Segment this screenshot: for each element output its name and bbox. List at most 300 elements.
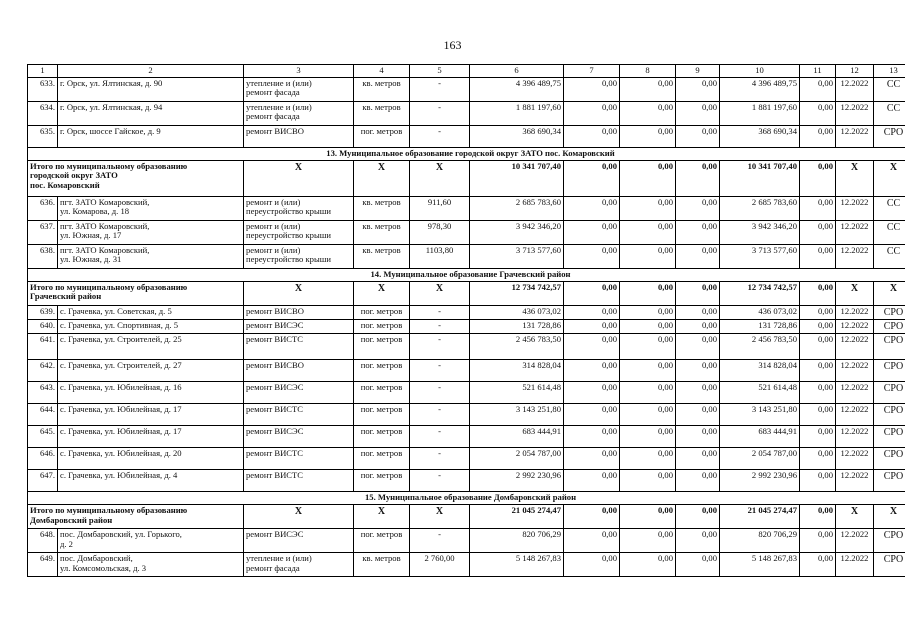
table-row [28,101,905,125]
volume: - [410,404,470,426]
work-type-line: ремонт ВИСЭС [246,382,304,392]
work-type-line: ремонт ВИСЭС [246,426,304,436]
total-cost: 12 734 742,57 [470,281,564,305]
fund-method: СРО [874,404,905,426]
volume: 978,30 [410,220,470,244]
owner-funds: 368 690,34 [720,125,800,147]
subtotal-label-line: Грачевский район [30,291,102,302]
volume: - [410,77,470,101]
unit: пог. метров [354,334,410,360]
funds-cell: 0,00 [564,382,620,404]
completion-date: 12.2022 [836,529,874,553]
address-line: с. Грачевка, ул. Юбилейная, д. 20 [60,448,182,458]
unit: пог. метров [354,319,410,333]
unit: пог. метров [354,404,410,426]
completion-date: 12.2022 [836,360,874,382]
completion-date: 12.2022 [836,220,874,244]
funds-cell: 0,00 [800,160,836,196]
funds-cell: 0,00 [564,334,620,360]
funds-cell: 0,00 [676,77,720,101]
placeholder-x: Х [244,281,354,305]
row-number: 643. [28,382,58,404]
row-number: 635. [28,125,58,147]
column-header: 12 [836,65,874,78]
funds-cell: 0,00 [676,404,720,426]
row-number: 648. [28,529,58,553]
subtotal-label-line: Домбаровский район [30,514,113,525]
work-type-line: ремонт фасада [246,111,300,122]
completion-date: 12.2022 [836,426,874,448]
total-cost: 3 143 251,80 [470,404,564,426]
placeholder-x: Х [874,505,905,529]
unit: пог. метров [354,305,410,319]
column-header: 11 [800,65,836,78]
volume: - [410,470,470,492]
fund-method: СРО [874,319,905,333]
subtotal-label [28,505,244,529]
row-number: 641. [28,334,58,360]
table-row [28,382,905,404]
column-header: 6 [470,65,564,78]
address [58,319,244,333]
funds-cell: 0,00 [800,101,836,125]
funds-cell: 0,00 [564,305,620,319]
address [58,125,244,147]
funds-cell: 0,00 [676,448,720,470]
funds-cell: 0,00 [676,426,720,448]
volume: - [410,319,470,333]
column-header: 5 [410,65,470,78]
owner-funds: 2 685 783,60 [720,196,800,220]
page-number: 163 [443,38,462,52]
funds-cell: 0,00 [800,77,836,101]
funds-cell: 0,00 [620,220,676,244]
completion-date: 12.2022 [836,470,874,492]
placeholder-x: Х [874,281,905,305]
table-row [28,77,905,101]
work-type-line: ремонт ВИСТС [246,448,304,458]
work-type-line: ремонт ВИСВО [246,360,304,370]
funds-cell: 0,00 [564,470,620,492]
owner-funds: 4 396 489,75 [720,77,800,101]
row-number: 642. [28,360,58,382]
funds-cell: 0,00 [620,281,676,305]
funds-cell: 0,00 [800,125,836,147]
unit: пог. метров [354,382,410,404]
funds-cell: 0,00 [800,244,836,268]
funds-cell: 0,00 [620,101,676,125]
address-line: с. Грачевка, ул. Строителей, д. 27 [60,360,182,370]
placeholder-x: Х [836,281,874,305]
address [58,305,244,319]
work-type [244,529,354,553]
total-cost: 5 148 267,83 [470,553,564,577]
unit: кв. метров [354,196,410,220]
address-line: д. 2 [60,538,73,549]
address-line: пгт. ЗАТО Комаровский, [60,220,150,231]
address-line: с. Грачевка, ул. Строителей, д. 25 [60,334,182,344]
subtotal-label-line: Итого по муниципальному образованию [30,160,188,171]
fund-method: СРО [874,125,905,147]
work-type-line: переустройство крыши [246,206,331,217]
funds-cell: 0,00 [620,382,676,404]
work-type-line: ремонт ВИСТС [246,334,304,344]
owner-funds: 683 444,91 [720,426,800,448]
address [58,334,244,360]
table-row [28,244,905,268]
table-row [28,319,905,333]
funds-cell: 0,00 [800,553,836,577]
table-row [28,220,905,244]
address [58,77,244,101]
subtotal-label-line: городской округ ЗАТО [30,170,118,181]
fund-method: СРО [874,553,905,577]
owner-funds: 2 456 783,50 [720,334,800,360]
owner-funds: 314 828,04 [720,360,800,382]
address [58,220,244,244]
unit: пог. метров [354,360,410,382]
volume: - [410,125,470,147]
funds-cell: 0,00 [620,305,676,319]
work-type [244,244,354,268]
column-header: 4 [354,65,410,78]
fund-method: СС [874,77,905,101]
volume: - [410,426,470,448]
funds-cell: 0,00 [564,244,620,268]
funds-cell: 0,00 [620,448,676,470]
total-cost: 820 706,29 [470,529,564,553]
row-number: 634. [28,101,58,125]
total-cost: 2 685 783,60 [470,196,564,220]
funds-cell: 0,00 [676,382,720,404]
funds-cell: 0,00 [564,125,620,147]
work-type-line: ремонт ВИСЭС [246,529,304,539]
subtotal-label [28,160,244,196]
funds-cell: 0,00 [620,125,676,147]
volume: - [410,101,470,125]
funds-cell: 0,00 [620,553,676,577]
funds-cell: 0,00 [620,196,676,220]
volume: - [410,360,470,382]
unit: пог. метров [354,426,410,448]
work-type [244,77,354,101]
volume: - [410,448,470,470]
address-line: с. Грачевка, ул. Спортивная, д. 5 [60,319,179,330]
total-cost: 2 054 787,00 [470,448,564,470]
total-cost: 1 881 197,60 [470,101,564,125]
funds-cell: 0,00 [676,360,720,382]
funds-cell: 0,00 [564,529,620,553]
fund-method: СС [874,244,905,268]
fund-method: СРО [874,426,905,448]
fund-method: СРО [874,360,905,382]
address-line: г. Орск, шоссе Гайское, д. 9 [60,125,161,136]
subtotal-label-line: Итого по муниципальному образованию [30,505,188,515]
work-type-line: ремонт ВИСВО [246,305,304,316]
funds-cell: 0,00 [676,529,720,553]
funds-cell: 0,00 [676,281,720,305]
funds-cell: 0,00 [620,426,676,448]
address [58,101,244,125]
row-number: 640. [28,319,58,333]
volume: - [410,334,470,360]
owner-funds: 10 341 707,40 [720,160,800,196]
funds-cell: 0,00 [564,220,620,244]
funds-cell: 0,00 [564,101,620,125]
volume: - [410,529,470,553]
address-line: пгт. ЗАТО Комаровский, [60,196,150,207]
unit: кв. метров [354,553,410,577]
row-number: 633. [28,77,58,101]
funds-cell: 0,00 [676,160,720,196]
column-header: 1 [28,65,58,78]
work-type-line: ремонт и (или) [246,220,301,231]
funds-cell: 0,00 [564,426,620,448]
placeholder-x: Х [410,281,470,305]
funds-cell: 0,00 [676,334,720,360]
completion-date: 12.2022 [836,125,874,147]
funds-cell: 0,00 [564,160,620,196]
owner-funds: 1 881 197,60 [720,101,800,125]
funds-cell: 0,00 [800,382,836,404]
placeholder-x: Х [354,281,410,305]
funds-cell: 0,00 [676,220,720,244]
section-header-row [28,492,905,505]
table-row [28,448,905,470]
column-header: 9 [676,65,720,78]
funds-cell: 0,00 [564,77,620,101]
funds-cell: 0,00 [676,470,720,492]
total-cost: 368 690,34 [470,125,564,147]
address-line: с. Грачевка, ул. Юбилейная, д. 16 [60,382,182,392]
fund-method: СС [874,196,905,220]
work-type-line: утепление и (или) [246,77,312,88]
work-type [244,470,354,492]
funds-cell: 0,00 [620,244,676,268]
volume: 2 760,00 [410,553,470,577]
fund-method: СРО [874,305,905,319]
funds-cell: 0,00 [620,77,676,101]
subtotal-row [28,505,905,529]
address-line: ул. Южная, д. 31 [60,254,122,265]
total-cost: 21 045 274,47 [470,505,564,529]
volume: 1103,80 [410,244,470,268]
completion-date: 12.2022 [836,334,874,360]
section-title: 15. Муниципальное образование Домбаровский район [28,492,905,505]
row-number: 639. [28,305,58,319]
completion-date: 12.2022 [836,382,874,404]
owner-funds: 21 045 274,47 [720,505,800,529]
address [58,426,244,448]
placeholder-x: Х [244,505,354,529]
subtotal-row [28,281,905,305]
completion-date: 12.2022 [836,244,874,268]
funds-cell: 0,00 [620,160,676,196]
funds-cell: 0,00 [800,319,836,333]
work-type-line: ремонт и (или) [246,196,301,207]
unit: кв. метров [354,77,410,101]
work-type-line: ремонт ВИСЭС [246,319,304,330]
owner-funds: 521 614,48 [720,382,800,404]
funds-cell: 0,00 [676,125,720,147]
funds-cell: 0,00 [564,505,620,529]
table-row [28,196,905,220]
funds-cell: 0,00 [564,196,620,220]
owner-funds: 2 054 787,00 [720,448,800,470]
address [58,382,244,404]
funds-cell: 0,00 [800,360,836,382]
work-type-line: утепление и (или) [246,101,312,112]
funds-cell: 0,00 [800,404,836,426]
fund-method: СРО [874,529,905,553]
section-header-row [28,147,905,160]
placeholder-x: Х [410,160,470,196]
total-cost: 4 396 489,75 [470,77,564,101]
table-row [28,125,905,147]
funds-cell: 0,00 [676,196,720,220]
total-cost: 2 992 230,96 [470,470,564,492]
funds-cell: 0,00 [800,470,836,492]
funds-cell: 0,00 [676,101,720,125]
row-number: 647. [28,470,58,492]
address-line: с. Грачевка, ул. Юбилейная, д. 17 [60,404,182,414]
work-type-line: переустройство крыши [246,230,331,241]
total-cost: 10 341 707,40 [470,160,564,196]
row-number: 638. [28,244,58,268]
subtotal-label-line: Итого по муниципальному образованию [30,281,188,292]
completion-date: 12.2022 [836,196,874,220]
work-type-line: ремонт ВИСВО [246,125,304,136]
row-number: 644. [28,404,58,426]
address [58,529,244,553]
address [58,404,244,426]
placeholder-x: Х [354,505,410,529]
funds-cell: 0,00 [564,404,620,426]
completion-date: 12.2022 [836,305,874,319]
owner-funds: 436 073,02 [720,305,800,319]
unit: пог. метров [354,125,410,147]
table-row [28,529,905,553]
fund-method: СРО [874,382,905,404]
column-header: 13 [874,65,905,78]
owner-funds: 131 728,86 [720,319,800,333]
table-row [28,470,905,492]
placeholder-x: Х [410,505,470,529]
work-type [244,196,354,220]
volume: - [410,305,470,319]
column-header: 7 [564,65,620,78]
row-number: 649. [28,553,58,577]
table-row [28,305,905,319]
funds-cell: 0,00 [800,505,836,529]
address-line: ул. Комарова, д. 18 [60,206,130,217]
funds-cell: 0,00 [800,529,836,553]
work-type [244,101,354,125]
address-line: г. Орск, ул. Ялтинская, д. 94 [60,101,163,112]
funds-cell: 0,00 [620,360,676,382]
address-line: пгт. ЗАТО Комаровский, [60,244,150,255]
address [58,553,244,577]
funds-cell: 0,00 [620,334,676,360]
address [58,244,244,268]
unit: пог. метров [354,529,410,553]
table-row [28,426,905,448]
work-type-line: ремонт ВИСТС [246,470,304,480]
work-type-line: ремонт фасада [246,87,300,98]
address [58,448,244,470]
work-type [244,125,354,147]
section-title: 13. Муниципальное образование городской округ ЗАТО пос. Комаровский [28,147,905,160]
address [58,360,244,382]
work-type [244,426,354,448]
owner-funds: 2 992 230,96 [720,470,800,492]
total-cost: 314 828,04 [470,360,564,382]
fund-method: СРО [874,448,905,470]
placeholder-x: Х [354,160,410,196]
total-cost: 3 942 346,20 [470,220,564,244]
total-cost: 3 713 577,60 [470,244,564,268]
owner-funds: 3 713 577,60 [720,244,800,268]
section-title: 14. Муниципальное образование Грачевский район [28,268,905,281]
work-type [244,382,354,404]
funds-cell: 0,00 [564,319,620,333]
placeholder-x: Х [874,160,905,196]
work-type [244,305,354,319]
address-line: с. Грачевка, ул. Советская, д. 5 [60,305,172,316]
placeholder-x: Х [836,505,874,529]
unit: пог. метров [354,448,410,470]
section-header-row [28,268,905,281]
completion-date: 12.2022 [836,404,874,426]
funds-cell: 0,00 [564,448,620,470]
total-cost: 436 073,02 [470,305,564,319]
subtotal-label [28,281,244,305]
address-line: пос. Домбаровский, [60,553,133,563]
address [58,470,244,492]
funds-cell: 0,00 [620,470,676,492]
work-type [244,404,354,426]
owner-funds: 12 734 742,57 [720,281,800,305]
volume: 911,60 [410,196,470,220]
work-type [244,334,354,360]
work-type-line: ремонт и (или) [246,244,301,255]
funds-cell: 0,00 [564,360,620,382]
work-type [244,553,354,577]
completion-date: 12.2022 [836,319,874,333]
column-header: 10 [720,65,800,78]
completion-date: 12.2022 [836,448,874,470]
work-type [244,360,354,382]
unit: пог. метров [354,470,410,492]
address-line: с. Грачевка, ул. Юбилейная, д. 17 [60,426,182,436]
address-line: пос. Домбаровский, ул. Горького, [60,529,182,539]
owner-funds: 3 143 251,80 [720,404,800,426]
funds-cell: 0,00 [800,305,836,319]
funds-cell: 0,00 [676,553,720,577]
work-type-line: утепление и (или) [246,553,312,563]
total-cost: 683 444,91 [470,426,564,448]
fund-method: СРО [874,334,905,360]
funds-cell: 0,00 [676,319,720,333]
unit: кв. метров [354,244,410,268]
column-header: 2 [58,65,244,78]
funds-cell: 0,00 [620,529,676,553]
completion-date: 12.2022 [836,553,874,577]
address-line: ул. Южная, д. 17 [60,230,122,241]
funds-cell: 0,00 [800,281,836,305]
row-number: 637. [28,220,58,244]
row-number: 636. [28,196,58,220]
